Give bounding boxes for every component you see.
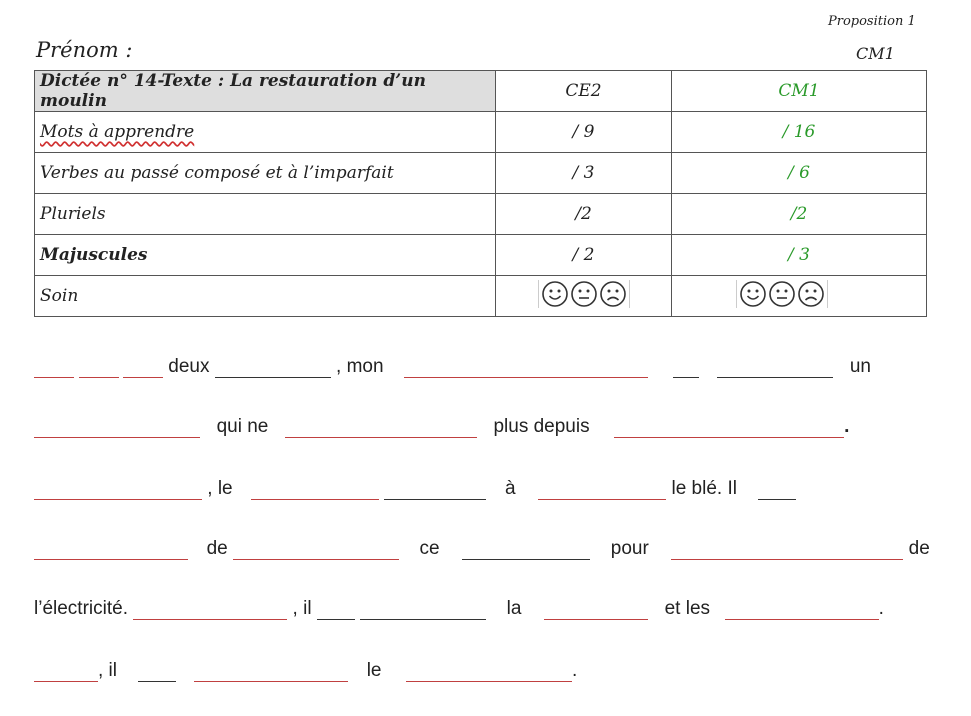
row-cm1-score: / 3 <box>672 235 927 276</box>
text-word: . <box>878 598 884 619</box>
dictation-line-3 <box>34 478 931 508</box>
text-word: la <box>506 598 522 619</box>
ce2-soin-faces <box>496 276 672 317</box>
text-word: , il <box>98 660 117 681</box>
table-title: Dictée n° 14-Texte : La restauration d’un moulin <box>35 71 496 112</box>
blank-field[interactable] <box>317 599 355 620</box>
blank-field[interactable] <box>215 357 331 378</box>
proposition-label: Proposition 1 <box>828 14 916 29</box>
row-label: Pluriels <box>35 194 496 235</box>
text-word: , il <box>292 598 312 619</box>
dictation-line-2 <box>34 416 931 446</box>
blank-field[interactable] <box>544 599 648 620</box>
text-word: . <box>844 416 850 437</box>
score-table <box>34 70 927 317</box>
blank-field[interactable] <box>717 357 833 378</box>
col-header-ce2: CE2 <box>496 71 672 112</box>
blank-field[interactable] <box>34 479 202 500</box>
table-row <box>35 235 927 276</box>
table-row <box>35 112 927 153</box>
text-word: qui ne <box>216 416 269 437</box>
blank-field[interactable] <box>360 599 486 620</box>
blank-field[interactable] <box>404 357 648 378</box>
text-word: l’électricité. <box>34 598 128 619</box>
blank-field[interactable] <box>233 539 399 560</box>
text-word: plus depuis <box>493 416 590 437</box>
smiley-happy-icon[interactable] <box>739 280 767 308</box>
blank-field[interactable] <box>614 417 844 438</box>
table-header-row <box>35 71 927 112</box>
text-word: , le <box>207 478 233 499</box>
blank-field[interactable] <box>285 417 477 438</box>
row-ce2-score: /2 <box>496 194 672 235</box>
col-header-cm1: CM1 <box>672 71 927 112</box>
level-label: CM1 <box>856 44 895 63</box>
text-word: et les <box>664 598 711 619</box>
prenom-label: Prénom : <box>36 38 133 62</box>
table-row <box>35 276 927 317</box>
dictation-line-4 <box>34 538 931 568</box>
text-word: deux <box>168 356 210 377</box>
blank-field[interactable] <box>123 357 163 378</box>
blank-field[interactable] <box>34 417 200 438</box>
text-word: à <box>505 478 516 499</box>
blank-field[interactable] <box>671 539 903 560</box>
row-label: Mots à apprendre <box>40 122 195 142</box>
blank-field[interactable] <box>34 357 74 378</box>
row-label: Verbes au passé composé et à l’imparfait <box>35 153 496 194</box>
row-ce2-score: / 2 <box>496 235 672 276</box>
text-word: de <box>206 538 228 559</box>
row-label: Soin <box>35 276 496 317</box>
blank-field[interactable] <box>194 661 348 682</box>
blank-field[interactable] <box>34 661 98 682</box>
blank-field[interactable] <box>138 661 176 682</box>
blank-field[interactable] <box>384 479 486 500</box>
text-word: le blé. Il <box>671 478 737 499</box>
blank-field[interactable] <box>758 479 796 500</box>
blank-field[interactable] <box>133 599 287 620</box>
text-word: , mon <box>336 356 384 377</box>
row-cm1-score: / 6 <box>672 153 927 194</box>
table-row <box>35 153 927 194</box>
text-word: de <box>908 538 930 559</box>
smiley-happy-icon[interactable] <box>541 280 569 308</box>
smiley-neutral-icon[interactable] <box>570 280 598 308</box>
blank-field[interactable] <box>34 539 188 560</box>
text-word: le <box>366 660 382 681</box>
blank-field[interactable] <box>251 479 379 500</box>
text-word: pour <box>610 538 649 559</box>
smiley-neutral-icon[interactable] <box>768 280 796 308</box>
blank-field[interactable] <box>406 661 572 682</box>
dictation-line-5 <box>34 598 931 628</box>
row-ce2-score: / 9 <box>496 112 672 153</box>
blank-field[interactable] <box>725 599 879 620</box>
row-cm1-score: / 16 <box>672 112 927 153</box>
row-cm1-score: /2 <box>672 194 927 235</box>
dictation-line-6 <box>34 660 931 690</box>
dictation-line-1 <box>34 356 931 386</box>
table-row <box>35 194 927 235</box>
text-word: . <box>572 660 578 681</box>
cm1-soin-faces <box>672 276 927 317</box>
text-word: un <box>849 356 871 377</box>
blank-field[interactable] <box>673 357 699 378</box>
row-label: Majuscules <box>35 235 496 276</box>
smiley-sad-icon[interactable] <box>797 280 825 308</box>
smiley-sad-icon[interactable] <box>599 280 627 308</box>
text-word: ce <box>419 538 440 559</box>
row-ce2-score: / 3 <box>496 153 672 194</box>
blank-field[interactable] <box>538 479 666 500</box>
blank-field[interactable] <box>462 539 590 560</box>
blank-field[interactable] <box>79 357 119 378</box>
